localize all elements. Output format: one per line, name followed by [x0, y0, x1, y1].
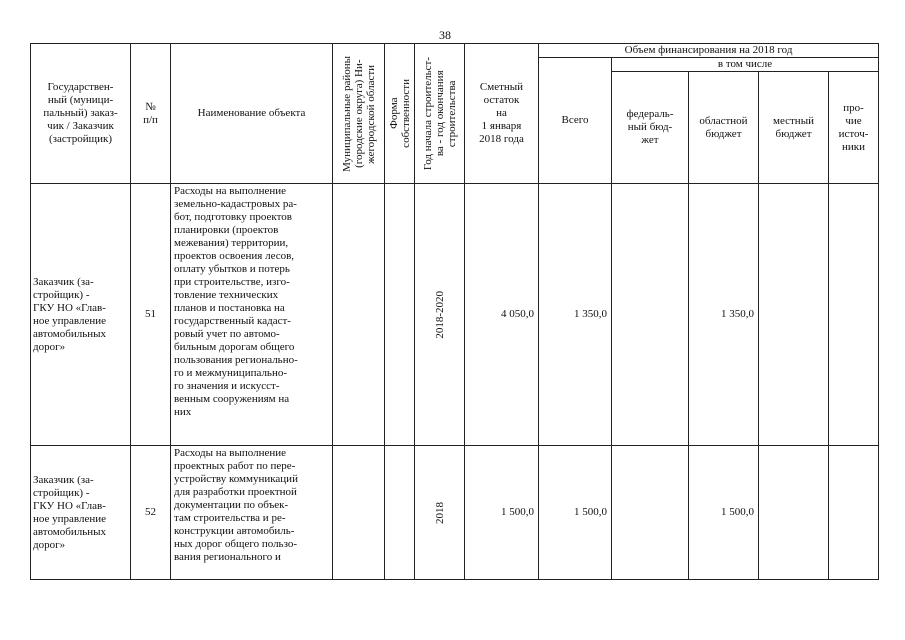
- row-ownership: [385, 184, 415, 446]
- row-regional: 1 350,0: [689, 184, 759, 446]
- header-district: [333, 44, 385, 184]
- header-regional: областной бюджет: [689, 72, 759, 184]
- header-years: [415, 44, 465, 184]
- page-number: 38: [439, 28, 451, 42]
- header-financing: Объем финансирования на 2018 год: [539, 44, 879, 58]
- row-other: [829, 184, 879, 446]
- row-customer: Заказчик (за- стройщик) - ГКУ НО «Глав- ное управление автомобильных дорог»: [31, 184, 131, 446]
- row-years-text: 2018: [433, 501, 446, 524]
- row-balance: 1 500,0: [465, 446, 539, 580]
- row-local: [759, 184, 829, 446]
- header-number: № п/п: [131, 44, 171, 184]
- header-ownership-text: Форма собственности: [387, 79, 412, 148]
- table-row: [31, 446, 879, 580]
- header-balance: Сметный остаток на 1 января 2018 года: [465, 44, 539, 184]
- row-years: [415, 446, 465, 580]
- row-customer: Заказчик (за- стройщик) - ГКУ НО «Глав- ное управление автомобильных дорог»: [31, 446, 131, 580]
- row-federal: [612, 184, 689, 446]
- row-other: [829, 446, 879, 580]
- header-object-name: Наименование объекта: [171, 44, 333, 184]
- header-district-text: Муниципальные районы (городские округа) Ни- жегородской области: [340, 55, 377, 172]
- header-including: в том числе: [612, 58, 879, 72]
- row-federal: [612, 446, 689, 580]
- row-regional: 1 500,0: [689, 446, 759, 580]
- row-district: [333, 184, 385, 446]
- table-row: [31, 184, 879, 446]
- financing-table: [30, 43, 879, 580]
- header-local: местный бюджет: [759, 72, 829, 184]
- row-number: 51: [131, 184, 171, 446]
- header-federal: федераль- ный бюд- жет: [612, 72, 689, 184]
- header-customer: Государствен- ный (муници- пальный) заказ- чик / Заказчик (застройщик): [31, 44, 131, 184]
- header-total: Всего: [539, 58, 612, 184]
- header-years-text: Год начала строительст- ва - год окончания строительства: [421, 56, 458, 171]
- row-object-name: Расходы на выполнение проектных работ по пере- устройству коммуникаций для разработки проектной документации по объек- там строительства и ре- конструкции автомобиль- ных дорог общего пользо- вания регионального и: [171, 446, 333, 580]
- row-ownership: [385, 446, 415, 580]
- row-years-text: 2018-2020: [433, 290, 446, 339]
- row-district: [333, 446, 385, 580]
- row-balance: 4 050,0: [465, 184, 539, 446]
- row-number: 52: [131, 446, 171, 580]
- row-object-name: Расходы на выполнение земельно-кадастровых ра- бот, подготовку проектов планировки (проектов межевания) территории, проектов освоения лесов, оплату убытков и потерь при строительстве, изго- товление технических планов и постановка на государственный кадаст- ровый учет по автомо- бильным дорогам общего пользования регионально- го и межмуниципально- го значения и искусст- венным сооружениям на них: [171, 184, 333, 446]
- row-years: [415, 184, 465, 446]
- row-total: 1 500,0: [539, 446, 612, 580]
- row-local: [759, 446, 829, 580]
- row-total: 1 350,0: [539, 184, 612, 446]
- header-ownership: [385, 44, 415, 184]
- header-other: про- чие источ- ники: [829, 72, 879, 184]
